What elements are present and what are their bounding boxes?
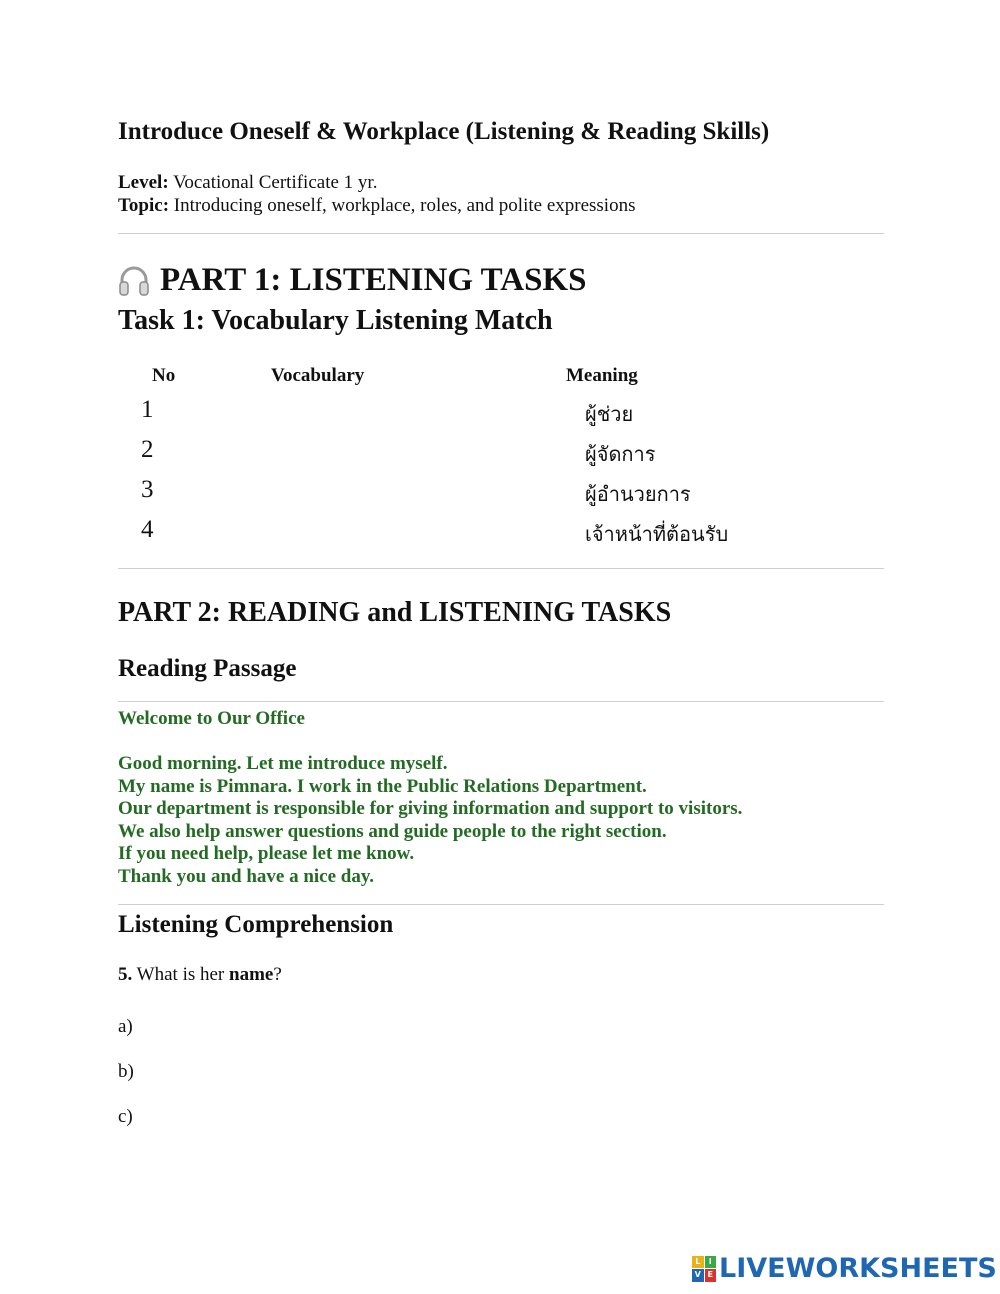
passage-line: We also help answer questions and guide people to the right section.	[118, 821, 667, 842]
row-meaning: ผู้อำนวยการ	[585, 482, 691, 506]
level-line	[118, 172, 377, 194]
row-number: 4	[141, 516, 154, 543]
passage-line: Good morning. Let me introduce myself.	[118, 753, 448, 774]
worksheet-title: Introduce Oneself & Workplace (Listening & Reading Skills)	[118, 118, 770, 145]
level-value: Vocational Certificate 1 yr.	[173, 172, 378, 193]
column-header-meaning: Meaning	[566, 365, 638, 386]
question-mark: ?	[273, 964, 282, 985]
task1-title: Task 1: Vocabulary Listening Match	[118, 305, 553, 336]
question-5	[118, 964, 282, 986]
passage-title: Welcome to Our Office	[118, 708, 305, 729]
listening-comprehension-heading: Listening Comprehension	[118, 911, 394, 938]
part2-title: PART 2: READING and LISTENING TASKS	[118, 597, 672, 628]
row-meaning: ผู้จัดการ	[585, 442, 656, 466]
headphones-icon	[118, 264, 150, 298]
question-keyword: name	[229, 964, 274, 985]
answer-option-b[interactable]: b)	[118, 1061, 134, 1082]
row-meaning: ผู้ช่วย	[585, 402, 634, 426]
passage-line: Our department is responsible for giving information and support to visitors.	[118, 798, 743, 819]
row-number: 2	[141, 436, 154, 463]
part1-heading	[118, 262, 586, 299]
divider	[118, 904, 884, 905]
passage-line: My name is Pimnara. I work in the Public Relations Department.	[118, 776, 647, 797]
divider	[118, 701, 884, 702]
logo-text: LIVEWORKSHEETS	[719, 1253, 997, 1284]
logo-mark-icon: L I V E	[692, 1256, 716, 1282]
question-number: 5.	[118, 964, 133, 985]
part1-title: PART 1: LISTENING TASKS	[160, 262, 587, 298]
level-label: Level:	[118, 172, 169, 193]
liveworksheets-logo	[692, 1253, 997, 1284]
divider	[118, 233, 884, 234]
topic-line	[118, 195, 635, 217]
reading-passage-heading: Reading Passage	[118, 655, 297, 682]
row-number: 3	[141, 476, 154, 503]
answer-option-a[interactable]: a)	[118, 1016, 133, 1037]
topic-label: Topic:	[118, 195, 170, 216]
row-meaning: เจ้าหน้าที่ต้อนรับ	[585, 522, 729, 546]
passage-line: If you need help, please let me know.	[118, 843, 415, 864]
column-header-vocabulary: Vocabulary	[271, 365, 365, 386]
answer-option-c[interactable]: c)	[118, 1106, 133, 1127]
topic-value: Introducing oneself, workplace, roles, and polite expressions	[173, 195, 636, 216]
question-text: What is her	[136, 964, 225, 985]
divider	[118, 568, 884, 569]
row-number: 1	[141, 396, 154, 423]
passage-line: Thank you and have a nice day.	[118, 866, 375, 887]
column-header-no: No	[152, 365, 176, 386]
